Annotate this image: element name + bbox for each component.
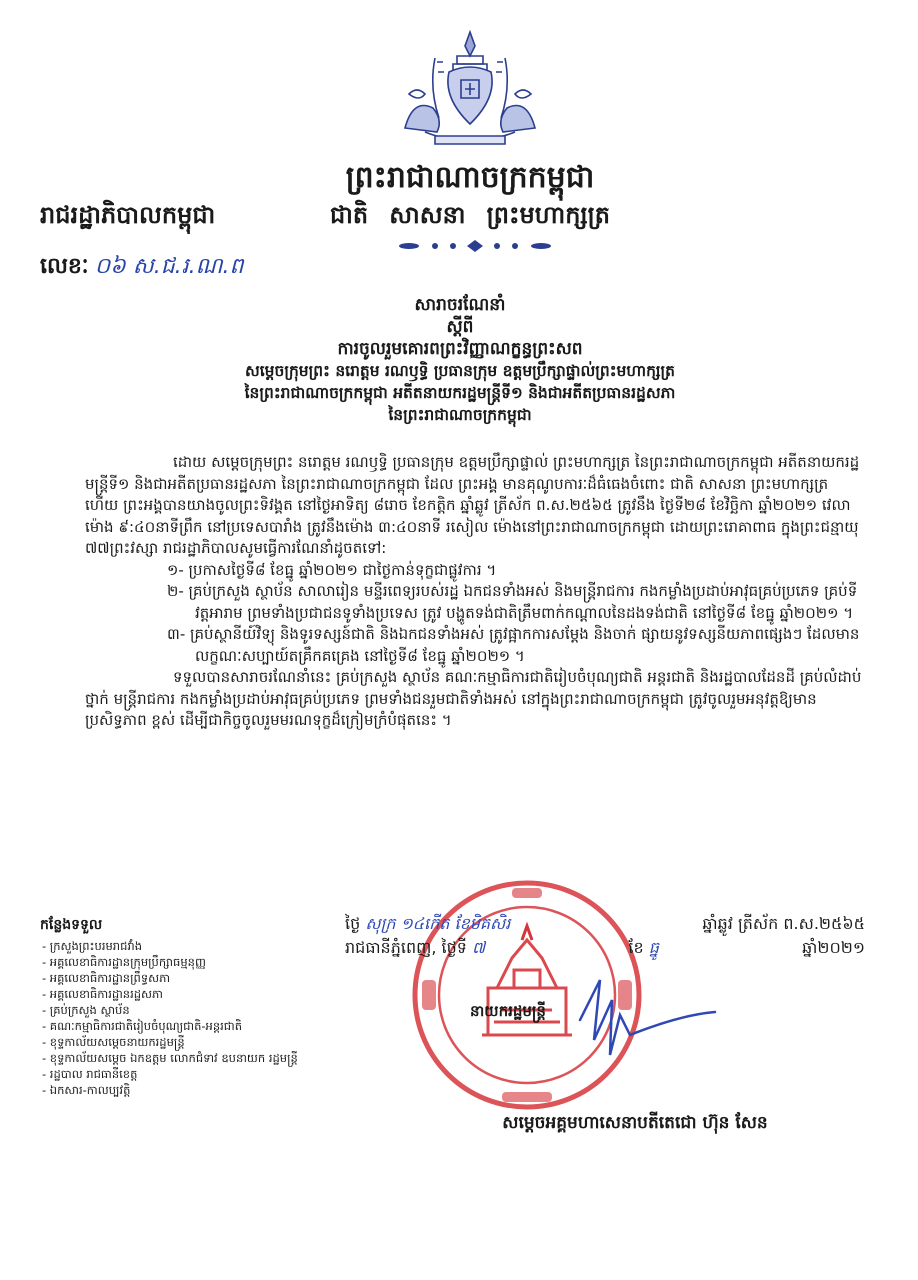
intro-paragraph: ដោយ សម្ដេចក្រុមព្រះ នរោត្តម រណឫទ្ធិ ប្រធានក្រុម ឧត្ដមប្រឹក្សាផ្ទាល់ ព្រះមហាក្សត្រ នៃព្រះរាជាណាចក្រកម្ពុជា អតីតនាយករដ្ឋមន្ត្រីទី១ និងជាអតីតប្រធានរដ្ឋសភា នៃព្រះរាជាណាចក្រកម្ពុជា ដែល ព្រះអង្គ មានគុណូបការៈដ៏ធំធេងចំពោះ ជាតិ សាសនា ព្រះមហាក្សត្រ ហើយ ព្រះអង្គបានយាងចូលព្រះទិវង្គត នៅថ្ងៃអាទិត្យ ៨រោច ខែកត្តិក ឆ្នាំឆ្លូវ ត្រីស័ក ព.ស.២៥៦៥ ត្រូវនឹង ថ្ងៃទី២៨ ខែវិច្ឆិកា ឆ្នាំ២០២១ វេលាម៉ោង ៩:៤០នាទីព្រឹក នៅប្រទេសបារាំង ត្រូវនឹងម៉ោង ៣:៤០នាទី រសៀល ម៉ោងនៅព្រះរាជាណាចក្រកម្ពុជា ដោយព្រះរោគាពាធ ក្នុងព្រះជន្មាយុ ៧៧ព្រះវស្សា រាជរដ្ឋាភិបាលសូមធ្វើការណែនាំដូចតទៅ: — [85, 453, 860, 557]
government-name: រាជរដ្ឋាភិបាលកម្ពុជា — [40, 201, 216, 229]
year-field: ឆ្នាំ២០២១ — [802, 938, 865, 957]
national-motto — [330, 200, 610, 235]
heading-subject: ការចូលរួមគោរពព្រះវិញ្ញាណក្ខន្ធព្រះសព — [337, 339, 583, 359]
closing-paragraph: ទទួលបានសារាចរណែនាំនេះ គ្រប់ក្រសួង ស្ថាប័ន គណៈកម្មាធិការជាតិរៀបចំបុណ្យជាតិ អន្តរជាតិ និងរដ្ឋបាលដែនដី គ្រប់លំដាប់ថ្នាក់ មន្ត្រីរាជការ កងកម្លាំងប្រដាប់អាវុធគ្រប់ប្រភេទ ព្រមទាំងជនរួមជាតិទាំងអស់ នៅក្នុងព្រះរាជាណាចក្រកម្ពុជា ត្រូវចូលរួមអនុវត្តឱ្យមានប្រសិទ្ធភាព ខ្ពស់ ដើម្បីជាកិច្ចចូលរួមមរណទុក្ខដ៏ក្រៀមក្រំបំផុតនេះ ។ — [85, 668, 862, 729]
motto-religion: សាសនា — [389, 201, 466, 229]
reference-label: លេខៈ — [40, 254, 89, 279]
date-block — [345, 912, 865, 960]
motto-king: ព្រះមហាក្សត្រ — [486, 201, 610, 229]
recipients-list — [40, 938, 370, 1098]
signer-name: សម្ដេចអគ្គមហាសេនាបតីតេជោ ហ៊ុន សែន — [502, 1113, 768, 1133]
decorative-ornament-divider — [395, 238, 555, 254]
solar-date-row — [345, 936, 865, 960]
instruction-item-1: ១- ប្រកាសថ្ងៃទី៨ ខែធ្នូ ឆ្នាំ២០២១ ជាថ្ងៃកាន់ទុក្ខជាផ្លូវការ ។ — [167, 560, 497, 579]
instruction-item-3: ៣- គ្រប់ស្ថានីយ៍វិទ្យុ និងទូរទស្សន៍ជាតិ និងឯកជនទាំងអស់ ត្រូវផ្អាកការសម្ដែង និងចាក់ ផ្សាយនូវទស្សនីយភាពផ្សេងៗ ដែលមានលក្ខណៈសប្បាយ៍តគ្រឹកគគ្រេង នៅថ្ងៃទី៨ ខែធ្នូ ឆ្នាំ២០២១ ។ — [167, 625, 860, 665]
month-field: ខែ ធ្នូ — [628, 938, 659, 957]
motto-nation: ជាតិ — [330, 201, 369, 229]
heading-titles: នៃព្រះរាជាណាចក្រកម្ពុជា អតីតនាយករដ្ឋមន្ត្រីទី១ និងជាអតីតប្រធានរដ្ឋសភា — [244, 384, 676, 402]
recipient-item: - ខុទ្ទកាល័យសម្ដេច ឯកឧត្ដម លោកជំទាវ ឧបនាយក រដ្ឋមន្ត្រី — [42, 1051, 298, 1065]
heading-kingdom: នៃព្រះរាជាណាចក្រកម្ពុជា — [388, 406, 532, 424]
handwritten-signature-icon — [560, 960, 720, 1070]
recipient-item: - គ្រប់ក្រសួង ស្ថាប័ន — [42, 1003, 130, 1017]
recipient-item: - ក្រសួងព្រះបរមរាជវាំង — [42, 939, 143, 953]
recipient-item: - ឯកសារ-កាលប្បវត្តិ — [42, 1083, 131, 1097]
kingdom-title: ព្រះរាជាណាចក្រកម្ពុជា — [345, 160, 595, 195]
recipient-item: - រដ្ឋបាល រាជធានីខេត្ត — [42, 1067, 138, 1081]
recipient-item: - គណៈកម្មាធិការជាតិរៀបចំបុណ្យជាតិ-អន្តរជាតិ — [42, 1019, 243, 1033]
recipient-item: - ខុទ្ទកាល័យសម្ដេចនាយករដ្ឋមន្ត្រី — [42, 1035, 185, 1049]
lunar-date-row — [345, 912, 865, 936]
document-body — [85, 452, 865, 732]
instruction-item-2: ២- គ្រប់ក្រសួង ស្ថាប័ន សាលារៀន មន្ទីរពេទ្យរបស់រដ្ឋ ឯកជនទាំងអស់ និងមន្ត្រីរាជការ កងកម្លាំងប្រដាប់អាវុធគ្រប់ប្រភេទ គ្រប់ទីវត្តអារាម ព្រមទាំងប្រជាជនទូទាំងប្រទេស ត្រូវ បង្ហូតទង់ជាតិត្រឹមពាក់កណ្ដាលនៃដងទង់ជាតិ នៅថ្ងៃទី៨ ខែធ្នូ ឆ្នាំ២០២១ ។ — [167, 582, 858, 622]
place-date: រាជធានីភ្នំពេញ, ថ្ងៃទី ៧ — [345, 938, 486, 957]
reference-value: ០៦ ស.ជ.រ.ណ.ព — [94, 254, 244, 279]
document-heading — [150, 294, 770, 426]
heading-person: សម្ដេចក្រុមព្រះ នរោត្តម រណឫទ្ធិ ប្រធានក្រុម ឧត្ដមប្រឹក្សាផ្ទាល់ព្រះមហាក្សត្រ — [245, 362, 675, 380]
recipient-item: - អគ្គលេខាធិការដ្ឋានព្រឹទ្ធសភា — [42, 971, 171, 985]
recipients-title: កន្លែងទទួល — [40, 917, 103, 933]
lunar-date: ថ្ងៃ សុក្រ ១៤កើត ខែមិគសិរ — [345, 914, 511, 933]
heading-circular: សារាចរណែនាំ — [414, 295, 506, 315]
lunar-year: ឆ្នាំឆ្លូវ ត្រីស័ក ព.ស.២៥៦៥ — [702, 914, 865, 933]
reference-number — [40, 252, 243, 284]
signer-title: នាយករដ្ឋមន្ត្រី — [470, 1002, 546, 1020]
recipient-item: - អគ្គលេខាធិការដ្ឋានរដ្ឋសភា — [42, 987, 163, 1001]
heading-regarding: ស្ដីពី — [446, 317, 474, 337]
recipient-item: - អគ្គលេខាធិការដ្ឋានក្រុមប្រឹក្សាធម្មនុញ្ញ — [42, 955, 206, 969]
royal-coat-of-arms-icon — [395, 28, 545, 153]
